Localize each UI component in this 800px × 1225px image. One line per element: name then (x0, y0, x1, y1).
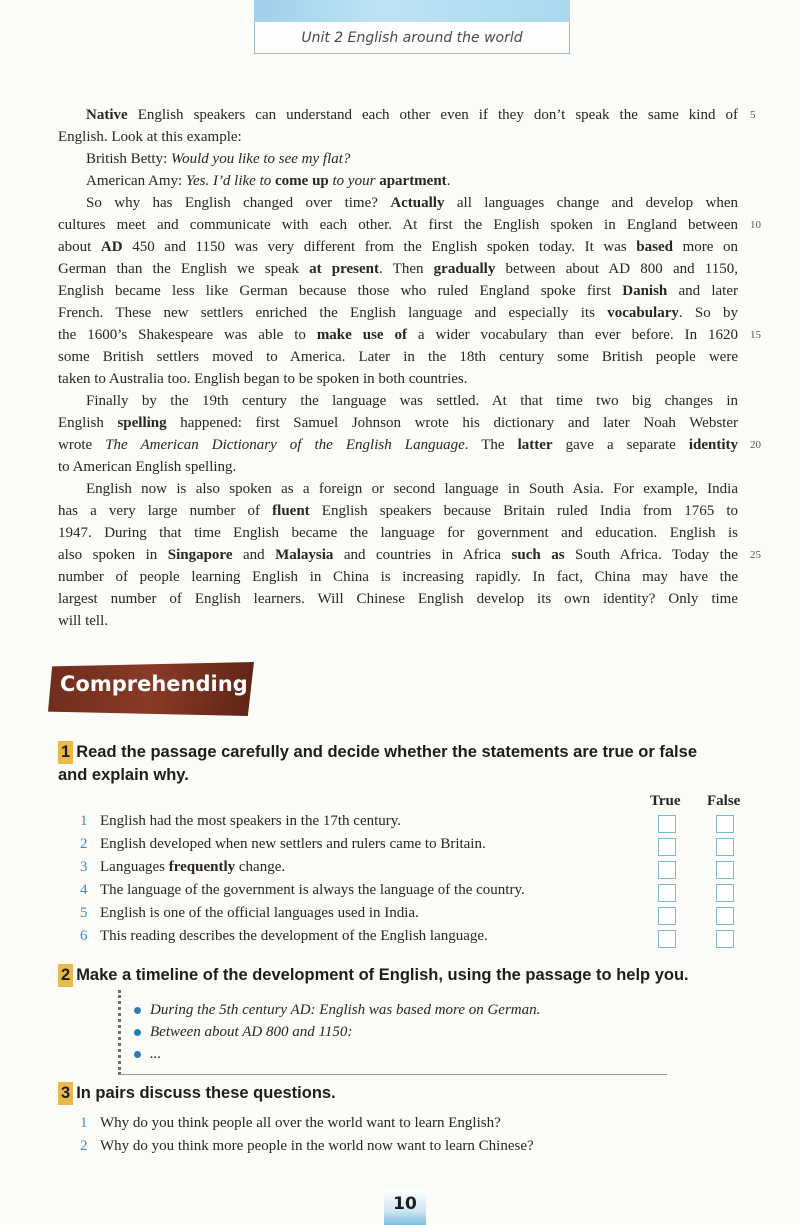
reading-passage (58, 104, 761, 632)
passage-line: English. Look at this example: (58, 129, 242, 145)
task1-heading (58, 741, 697, 787)
statement-item: 1 English had the most speakers in the 17th century. (80, 813, 402, 829)
checkbox-false-1[interactable] (716, 815, 734, 833)
timeline-item: During the 5th century AD: English was based more on German. (150, 999, 540, 1021)
task1-number: 1 (58, 741, 73, 764)
passage-line: also spoken in Singapore and Malaysia and countries in Africa such as South Africa. Today the 25 (58, 544, 738, 566)
passage-line: English became less like German because those who ruled England spoke first Danish and later (58, 283, 738, 299)
passage-line: Native English speakers can understand each other even if they don’t speak the same kind of 5 (58, 104, 738, 126)
header-decoration (254, 0, 570, 22)
statement-item: 3 Languages frequently change. (80, 859, 286, 875)
timeline-item: ... (150, 1043, 161, 1065)
statement-item: 2 English developed when new settlers and rulers came to Britain. (80, 836, 486, 852)
false-column-header: False (707, 793, 741, 809)
passage-line: will tell. (58, 613, 108, 629)
checkbox-true-3[interactable] (658, 861, 676, 879)
passage-line: largest number of English learners. Will Chinese English develop its own identity? Only time (58, 591, 738, 607)
question-list (80, 1112, 534, 1158)
task3-number: 3 (58, 1082, 73, 1105)
passage-line: cultures meet and communicate with each other. At first the English spoken in England between 10 (58, 214, 738, 236)
passage-line: Finally by the 19th century the language was settled. At that time two big changes in (86, 393, 738, 409)
task1-heading-line1: Read the passage carefully and decide whether the statements are true or false (76, 743, 697, 761)
passage-line: So why has English changed over time? Actually all languages change and develop when (86, 195, 739, 211)
bullet-icon (134, 1007, 141, 1014)
task3-heading (58, 1082, 336, 1105)
unit-header (254, 22, 570, 54)
checkbox-false-4[interactable] (716, 884, 734, 902)
unit-title: Unit 2 English around the world (301, 30, 523, 46)
checkbox-false-6[interactable] (716, 930, 734, 948)
passage-line: to American English spelling. (58, 459, 237, 475)
line-number: 20 (750, 439, 761, 451)
checkbox-false-5[interactable] (716, 907, 734, 925)
checkbox-false-2[interactable] (716, 838, 734, 856)
statement-item: 4 The language of the government is always the language of the country. (80, 882, 525, 898)
task3-heading-text: In pairs discuss these questions. (76, 1084, 336, 1102)
checkbox-true-2[interactable] (658, 838, 676, 856)
bullet-icon (134, 1051, 141, 1058)
line-number: 25 (750, 549, 761, 561)
statement-item: 5 English is one of the official languages used in India. (80, 905, 419, 921)
checkbox-true-1[interactable] (658, 815, 676, 833)
task2-heading (58, 964, 689, 987)
section-title: Comprehending (60, 672, 248, 696)
checkbox-true-6[interactable] (658, 930, 676, 948)
checkbox-false-3[interactable] (716, 861, 734, 879)
checkbox-true-4[interactable] (658, 884, 676, 902)
passage-line: about AD 450 and 1150 was very different from the English spoken today. It was based more on (58, 239, 738, 255)
timeline-item: Between about AD 800 and 1150: (150, 1021, 352, 1043)
passage-line: wrote The American Dictionary of the English Language. The latter gave a separate identity 20 (58, 434, 738, 456)
passage-line: 1947. During that time English became the language for government and education. English is (58, 525, 738, 541)
page-number-badge (384, 1190, 426, 1225)
checkbox-true-5[interactable] (658, 907, 676, 925)
statement-list (80, 810, 525, 948)
passage-line: English spelling happened: first Samuel Johnson wrote his dictionary and later Noah Webster (58, 415, 738, 431)
bullet-icon (134, 1029, 141, 1036)
line-number: 5 (750, 109, 756, 121)
question-item: 2 Why do you think more people in the world now want to learn Chinese? (80, 1138, 534, 1154)
passage-line: some British settlers moved to America. Later in the 18th century some British people were (58, 349, 738, 365)
passage-line: German than the English we speak at present. Then gradually between about AD 800 and 1150, (58, 261, 738, 277)
question-item: 1 Why do you think people all over the world want to learn English? (80, 1115, 501, 1131)
passage-line: number of people learning English in China is increasing rapidly. In fact, China may have the (58, 569, 738, 585)
passage-line: American Amy: Yes. I’d like to come up to your apartment. (86, 173, 451, 189)
passage-line: British Betty: Would you like to see my flat? (86, 151, 351, 167)
statement-item: 6 This reading describes the development of the English language. (80, 928, 488, 944)
task1-heading-line2: and explain why. (58, 766, 189, 784)
page-number: 10 (393, 1194, 417, 1214)
line-number: 15 (750, 329, 761, 341)
passage-line: the 1600’s Shakespeare was able to make use of a wider vocabulary than ever before. In 1620 15 (58, 324, 738, 346)
task2-heading-text: Make a timeline of the development of English, using the passage to help you. (76, 966, 689, 984)
task2-number: 2 (58, 964, 73, 987)
passage-line: English now is also spoken as a foreign or second language in South Asia. For example, India (86, 481, 738, 497)
true-column-header: True (650, 793, 681, 809)
passage-line: taken to Australia too. English began to be spoken in both countries. (58, 371, 468, 387)
line-number: 10 (750, 219, 761, 231)
passage-line: French. These new settlers enriched the English language and especially its vocabulary. So by (58, 305, 738, 321)
passage-line: has a very large number of fluent English speakers because Britain ruled India from 1765 to (58, 503, 739, 519)
